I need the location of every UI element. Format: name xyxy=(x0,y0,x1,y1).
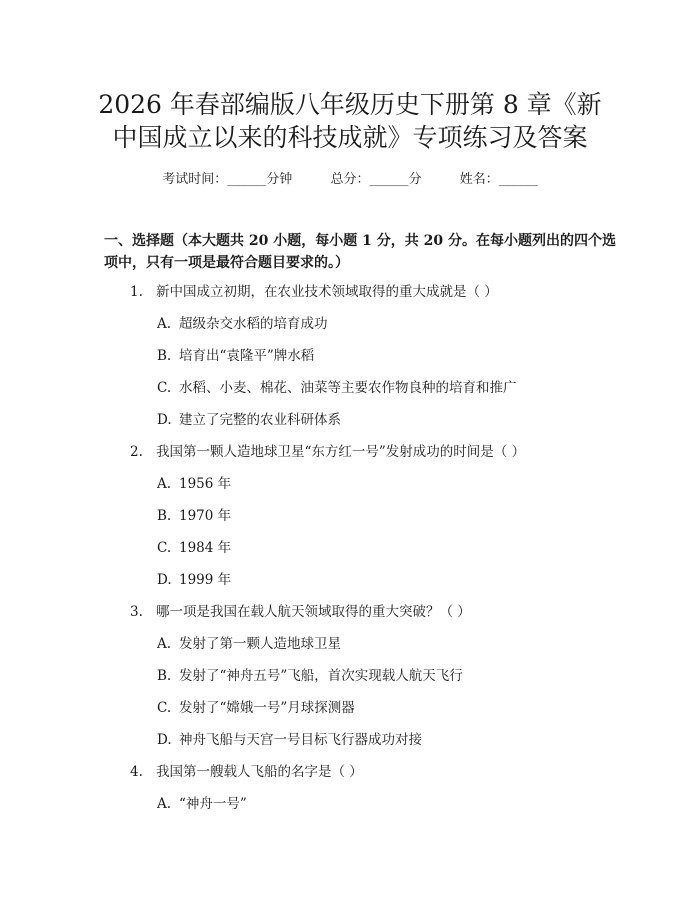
option-text: 发射了“神舟五号”飞船，首次实现载人航天飞行 xyxy=(179,668,463,684)
question-1-option-a xyxy=(157,315,328,333)
question-2 xyxy=(130,443,525,461)
option-letter: D. xyxy=(157,732,172,748)
question-3-option-a xyxy=(157,635,341,653)
option-letter: C. xyxy=(157,540,172,556)
option-letter: B. xyxy=(157,508,172,524)
total-score-label: 总分：______分 xyxy=(330,172,422,187)
option-text: 神舟飞船与天宫一号目标飞行器成功对接 xyxy=(179,732,422,748)
question-2-option-d xyxy=(157,571,231,589)
option-letter: A. xyxy=(157,316,172,332)
option-text: 1999 年 xyxy=(179,572,232,588)
question-1-option-d xyxy=(157,411,341,429)
option-letter: A. xyxy=(157,796,172,812)
option-text: 水稻、小麦、棉花、油菜等主要农作物良种的培育和推广 xyxy=(179,380,517,396)
option-text: 发射了“嫦娥一号”月球探测器 xyxy=(179,700,355,716)
option-letter: B. xyxy=(157,348,172,364)
question-2-option-a xyxy=(157,475,231,493)
document-title-line-1: 2026 年春部编版八年级历史下册第 8 章《新 xyxy=(98,90,602,119)
option-letter: D. xyxy=(157,572,172,588)
option-letter: C. xyxy=(157,700,172,716)
question-3-option-b xyxy=(157,667,463,685)
question-number: 1. xyxy=(130,284,143,300)
exam-info xyxy=(0,168,700,187)
student-name-label: 姓名：______ xyxy=(459,172,538,187)
question-1-option-b xyxy=(157,347,314,365)
option-text: “神舟一号” xyxy=(179,796,247,812)
question-3 xyxy=(130,603,471,621)
question-2-option-b xyxy=(157,507,231,525)
section-heading-line-1: 一、选择题（本大题共 20 小题，每小题 1 分，共 20 分。在每小题列出的四个选 xyxy=(104,233,616,249)
question-2-option-c xyxy=(157,539,231,557)
document-title-line-2: 中国成立以来的科技成就》专项练习及答案 xyxy=(112,123,588,152)
option-letter: B. xyxy=(157,668,172,684)
question-3-option-c xyxy=(157,699,355,717)
option-text: 超级杂交水稻的培育成功 xyxy=(179,316,328,332)
section-heading-line-2: 项中，只有一项是最符合题目要求的。） xyxy=(104,255,349,271)
question-number: 3. xyxy=(130,604,143,620)
question-number: 2. xyxy=(130,444,143,460)
question-number: 4. xyxy=(130,764,143,780)
question-1 xyxy=(130,283,498,301)
question-1-option-c xyxy=(157,379,517,397)
question-text: 我国第一艘载人飞船的名字是（ ） xyxy=(156,764,363,780)
option-text: 发射了第一颗人造地球卫星 xyxy=(179,636,341,652)
option-text: 1984 年 xyxy=(179,540,232,556)
question-text: 我国第一颗人造地球卫星“东方红一号”发射成功的时间是（ ） xyxy=(156,444,526,460)
option-letter: C. xyxy=(157,380,172,396)
question-text: 哪一项是我国在载人航天领域取得的重大突破？（ ） xyxy=(156,604,471,620)
option-letter: A. xyxy=(157,476,172,492)
option-letter: D. xyxy=(157,412,172,428)
option-letter: A. xyxy=(157,636,172,652)
option-text: 建立了完整的农业科研体系 xyxy=(179,412,341,428)
exam-time-label: 考试时间：______分钟 xyxy=(162,172,293,187)
option-text: 1956 年 xyxy=(179,476,232,492)
question-4-option-a xyxy=(157,795,247,813)
question-4 xyxy=(130,763,363,781)
question-3-option-d xyxy=(157,731,422,749)
option-text: 培育出“袁隆平”牌水稻 xyxy=(179,348,315,364)
question-text: 新中国成立初期，在农业技术领域取得的重大成就是（ ） xyxy=(156,284,498,300)
option-text: 1970 年 xyxy=(179,508,232,524)
